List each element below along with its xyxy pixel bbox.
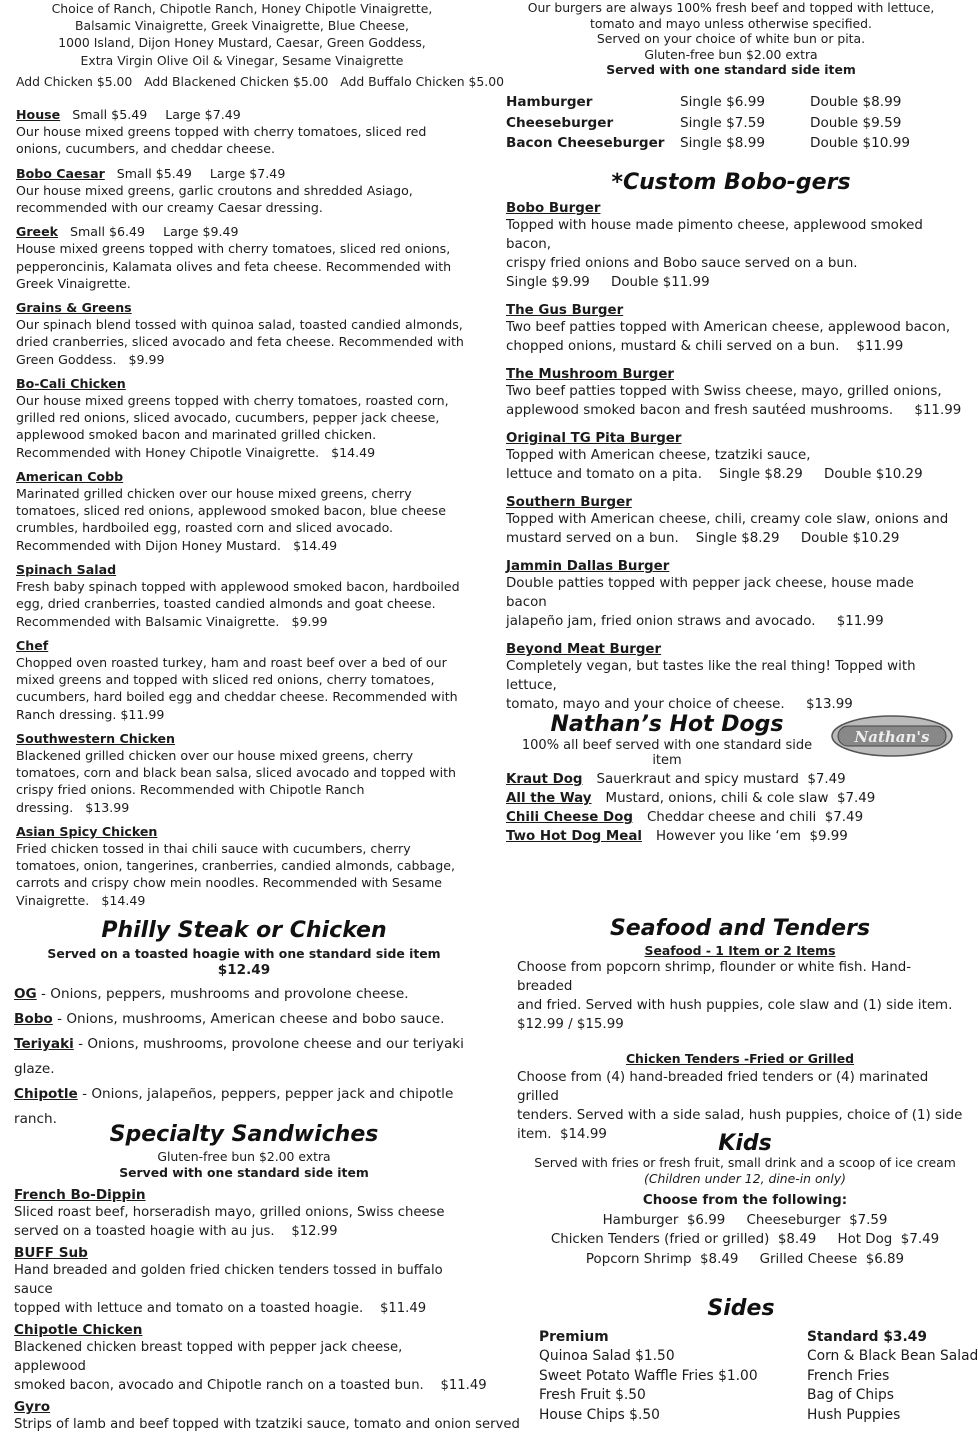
sandwich-name: Chipotle Chicken xyxy=(14,1322,143,1338)
salad-name: Grains & Greens xyxy=(16,300,132,316)
philly-price: $12.49 xyxy=(217,962,271,978)
sandwich-desc-line: topped with lettuce and tomato on a toasted hoagie. $11.49 xyxy=(14,1301,427,1316)
salad-item xyxy=(16,223,468,292)
seafood-section xyxy=(517,916,963,1144)
sandwich-name: Gyro xyxy=(14,1399,51,1415)
kids-line: Chicken Tenders (fried or grilled) $8.49 Hot Dog $7.49 xyxy=(550,1232,940,1248)
salad-large-price: Large $7.49 xyxy=(209,165,286,181)
premium-side: Sweet Potato Waffle Fries $1.00 xyxy=(539,1367,758,1384)
burger-desc-line: lettuce and tomato on a pita. Single $8.29 Double $10.29 xyxy=(506,467,923,483)
philly-desc: - Onions, mushrooms, American cheese and bobo sauce. xyxy=(52,1011,445,1027)
burgers-section xyxy=(506,0,962,721)
burger-name: The Mushroom Burger xyxy=(506,367,675,383)
premium-sides xyxy=(539,1328,799,1425)
salad-name: House xyxy=(16,107,61,123)
kids-section xyxy=(517,1131,973,1269)
hotdog-desc: However you like ‘em $9.99 xyxy=(655,829,848,844)
table-row xyxy=(506,112,926,133)
burger-desc-line: Topped with American cheese, tzatziki sauce, xyxy=(506,448,811,464)
sandwich-item xyxy=(14,1245,474,1318)
salad-small-price: Small $5.49 xyxy=(116,165,192,181)
burger-name: Cheeseburger xyxy=(506,114,614,131)
custom-burger-item xyxy=(506,367,962,420)
dressing-line: 1000 Island, Dijon Honey Mustard, Caesar, Green Goddess, xyxy=(58,35,426,51)
single-price: Single $6.99 xyxy=(680,94,766,111)
tenders-desc-line: item. $14.99 xyxy=(517,1127,607,1142)
sandwich-desc-line: smoked bacon, avocado and Chipotle ranch on a toasted bun. $11.49 xyxy=(14,1378,487,1393)
kids-line: Popcorn Shrimp $8.49 Grilled Cheese $6.89 xyxy=(585,1251,905,1267)
sandwich-desc-line: Sliced roast beef, horseradish mayo, grilled onions, Swiss cheese xyxy=(14,1205,445,1220)
tenders-desc-line: tenders. Served with a side salad, hush puppies, choice of (1) side xyxy=(517,1108,963,1123)
tenders-label: Chicken Tenders -Fried or Grilled xyxy=(625,1051,855,1066)
salad-item xyxy=(16,375,468,461)
nathans-logo xyxy=(830,710,954,762)
custom-burger-item xyxy=(506,559,956,631)
hotdog-desc: Sauerkraut and spicy mustard $7.49 xyxy=(596,772,846,787)
double-price: Double $8.99 xyxy=(810,94,902,111)
philly-list xyxy=(14,982,474,1132)
burger-intro-line: Our burgers are always 100% fresh beef and topped with lettuce, xyxy=(527,0,935,15)
kids-subtitle: Served with fries or fresh fruit, small drink and a scoop of ice cream xyxy=(534,1155,956,1171)
salad-item xyxy=(16,106,468,158)
salad-price: $11.99 xyxy=(120,706,165,722)
kids-title: Kids xyxy=(718,1131,772,1156)
salad-description: Marinated grilled chicken over our house mixed greens, cherry tomatoes, sliced red onions, applewood smoked bacon, blue cheese crumbles, hardboiled egg, roasted corn and sliced avocado. Recommended with Dijon Honey Mustard. xyxy=(16,486,446,553)
hotdog-list xyxy=(506,770,956,846)
dressing-line: Choice of Ranch, Chipotle Ranch, Honey Chipotle Vinaigrette, xyxy=(51,1,433,16)
burger-name: Beyond Meat Burger xyxy=(506,642,662,658)
salad-name: Chef xyxy=(16,637,49,653)
nathans-logo-text: Nathan's xyxy=(854,728,930,746)
burger-desc-line: applewood smoked bacon and fresh sautéed mushrooms. $11.99 xyxy=(506,403,962,419)
sandwich-item xyxy=(14,1322,487,1395)
specialty-title: Specialty Sandwiches xyxy=(109,1122,379,1147)
kids-line: Hamburger $6.99 Cheeseburger $7.59 xyxy=(602,1212,888,1228)
sandwich-desc-line: served on a toasted hoagie with au jus. $12.99 xyxy=(14,1224,338,1239)
salad-item xyxy=(16,561,468,630)
hotdogs-section xyxy=(506,712,836,768)
salad-large-price: Large $9.49 xyxy=(163,224,239,240)
seafood-label: Seafood - 1 Item or 2 Items xyxy=(644,943,836,958)
burger-desc-line: Single $9.99 Double $11.99 xyxy=(506,275,710,291)
philly-subtitle: Served on a toasted hoagie with one standard side item xyxy=(47,946,441,961)
salad-small-price: Small $6.49 xyxy=(70,224,146,240)
seafood-desc-line: and fried. Served with hush puppies, cole slaw and (1) side item. xyxy=(517,998,953,1013)
custom-burgers-title: *Custom Bobo-gers xyxy=(611,170,851,196)
salad-description: Our house mixed greens topped with cherry tomatoes, sliced red onions, cucumbers, and cheddar cheese. xyxy=(16,124,427,157)
salad-description: Fried chicken tossed in thai chili sauce with cucumbers, cherry tomatoes, onion, tangerines, cranberries, candied almonds, cabbage, carrots and crispy chow mein noodles. Recommended with Sesame Vinaigrette. xyxy=(16,840,455,908)
sandwich-item xyxy=(14,1399,520,1434)
burger-name: The Gus Burger xyxy=(506,303,624,319)
burger-desc-line: Two beef patties topped with Swiss cheese, mayo, grilled onions, xyxy=(506,384,942,400)
premium-label: Premium xyxy=(539,1329,609,1345)
salad-name: Southwestern Chicken xyxy=(16,730,176,746)
burger-desc-line: Double patties topped with pepper jack cheese, house made bacon xyxy=(506,576,914,611)
burger-intro xyxy=(506,0,956,78)
seafood-desc-line: $12.99 / $15.99 xyxy=(517,1017,624,1032)
philly-desc: - Onions, mushrooms, provolone cheese and our teriyaki glaze. xyxy=(14,1036,464,1077)
standard-label: Standard $3.49 xyxy=(807,1329,927,1345)
single-price: Single $7.59 xyxy=(680,114,766,131)
premium-side: Fresh Fruit $.50 xyxy=(539,1387,646,1404)
double-price: Double $9.59 xyxy=(810,114,902,131)
specialty-gf-note: Gluten-free bun $2.00 extra xyxy=(157,1149,331,1164)
salad-price: $9.99 xyxy=(291,613,328,629)
salad-description: Blackened grilled chicken over our house mixed greens, cherry tomatoes, corn and black bean salsa, sliced avocado and topped with crispy fried onions. Recommended with Chipotle Ranch dressing. xyxy=(16,747,457,815)
salad-name: Greek xyxy=(16,224,59,240)
burger-desc-line: Two beef patties topped with American cheese, applewood bacon, xyxy=(506,320,951,336)
burger-desc-line: Topped with American cheese, chili, creamy cole slaw, onions and xyxy=(506,512,949,528)
dressing-options xyxy=(16,0,504,90)
philly-name: OG xyxy=(14,986,37,1002)
hotdog-desc: Cheddar cheese and chili $7.49 xyxy=(646,810,864,825)
philly-desc: - Onions, peppers, mushrooms and provolone cheese. xyxy=(36,986,409,1002)
salads-section xyxy=(16,0,504,916)
burger-desc-line: mustard served on a bun. Single $8.29 Double $10.29 xyxy=(506,531,900,547)
sandwich-desc-line: Blackened chicken breast topped with pepper jack cheese, applewood xyxy=(14,1340,403,1374)
salad-price: $14.49 xyxy=(101,892,146,908)
salad-small-price: Small $5.49 xyxy=(72,107,148,123)
hotdog-name: Chili Cheese Dog xyxy=(506,810,633,825)
burger-desc-line: chopped onions, mustard & chili served on a bun. $11.99 xyxy=(506,339,904,355)
burger-name: Jammin Dallas Burger xyxy=(506,559,670,575)
burger-desc-line: Topped with house made pimento cheese, applewood smoked bacon, xyxy=(506,218,923,253)
hotdog-item xyxy=(506,808,956,827)
salad-name: Bobo Caesar xyxy=(16,165,105,181)
hotdog-desc: Mustard, onions, chili & cole slaw $7.49 xyxy=(605,791,876,806)
burger-desc-line: tomato, mayo and your choice of cheese. $13.99 xyxy=(506,697,853,713)
salad-description: Chopped oven roasted turkey, ham and roast beef over a bed of our mixed greens and topped with sliced red onions, cherry tomatoes, cucumbers, hard boiled egg and cheddar cheese. Recommended with Ranch dressing. xyxy=(16,654,458,722)
standard-sides xyxy=(807,1328,978,1425)
kids-choose: Choose from the following: xyxy=(642,1193,848,1209)
standard-side: Bag of Chips xyxy=(807,1387,894,1404)
burger-name: Bacon Cheeseburger xyxy=(506,135,665,152)
sandwich-name: BUFF Sub xyxy=(14,1245,88,1261)
salad-description: Our house mixed greens, garlic croutons and shredded Asiago, recommended with our creamy Caesar dressing. xyxy=(16,182,413,216)
hotdog-item xyxy=(506,789,956,808)
philly-name: Bobo xyxy=(14,1011,53,1027)
burger-desc-line: Completely vegan, but tastes like the real thing! Topped with lettuce, xyxy=(506,659,916,694)
burger-intro-line: Gluten-free bun $2.00 extra xyxy=(644,46,818,62)
seafood-desc-line: Choose from popcorn shrimp, flounder or white fish. Hand-breaded xyxy=(517,960,912,994)
salad-item xyxy=(16,468,468,554)
salad-description: Our spinach blend tossed with quinoa salad, toasted candied almonds, dried cranberries, sliced avocado and feta cheese. Recommended with Green Goddess. xyxy=(16,317,464,367)
salad-item xyxy=(16,299,468,368)
salad-name: Bo-Cali Chicken xyxy=(16,375,126,391)
burger-name: Southern Burger xyxy=(506,495,632,511)
salad-price: $14.49 xyxy=(331,444,376,460)
philly-item xyxy=(14,1032,474,1082)
custom-burger-item xyxy=(506,303,956,356)
salad-item xyxy=(16,730,468,816)
philly-section xyxy=(14,918,474,1132)
dressing-line: Balsamic Vinaigrette, Greek Vinaigrette, Blue Cheese, xyxy=(75,18,409,34)
tenders-desc-line: Choose from (4) hand-breaded fried tenders or (4) marinated grilled xyxy=(517,1070,929,1104)
seafood-title: Seafood and Tenders xyxy=(609,916,871,941)
sandwich-desc-line: Hand breaded and golden fried chicken tenders tossed in buffalo sauce xyxy=(14,1263,443,1297)
salad-item xyxy=(16,823,468,909)
burger-name: Original TG Pita Burger xyxy=(506,431,682,447)
standard-side: Corn & Black Bean Salad xyxy=(807,1348,978,1365)
custom-burger-item xyxy=(506,431,956,484)
double-price: Double $10.99 xyxy=(810,135,911,152)
philly-item xyxy=(14,1007,474,1032)
burger-desc-line: jalapeño jam, fried onion straws and avocado. $11.99 xyxy=(506,614,884,630)
sides-title: Sides xyxy=(707,1296,775,1321)
salad-name: Asian Spicy Chicken xyxy=(16,823,158,839)
burger-intro-line: Served on your choice of white bun or pita. xyxy=(596,31,866,47)
salad-name: Spinach Salad xyxy=(16,561,117,577)
salad-add-ons: Add Chicken $5.00 Add Blackened Chicken $5.00 Add Buffalo Chicken $5.00 xyxy=(16,73,504,89)
philly-desc: - Onions, jalapeños, peppers, pepper jack and chipotle ranch. xyxy=(14,1086,454,1127)
premium-side: House Chips $.50 xyxy=(539,1406,660,1423)
single-price: Single $8.99 xyxy=(680,135,766,152)
kids-age-note: (Children under 12, dine-in only) xyxy=(643,1171,846,1187)
salad-description: Our house mixed greens topped with cherry tomatoes, roasted corn, grilled red onions, sliced avocado, cucumbers, pepper jack cheese, applewood smoked bacon and marinated grilled chicken. Recommended with Honey Chipotle Vinaigrette. xyxy=(16,393,449,460)
salad-name: American Cobb xyxy=(16,468,124,484)
standard-side: Hush Puppies xyxy=(807,1406,901,1423)
custom-burger-item xyxy=(506,201,956,292)
hotdog-name: Two Hot Dog Meal xyxy=(506,829,642,844)
burger-side-note: Served with one standard side item xyxy=(606,62,856,78)
philly-item xyxy=(14,982,474,1007)
salad-description: House mixed greens topped with cherry tomatoes, sliced red onions, pepperoncinis, Kalamata olives and feta cheese. Recommended with Greek Vinaigrette. xyxy=(16,241,452,291)
dressing-line: Extra Virgin Olive Oil & Vinegar, Sesame Vinaigrette xyxy=(80,52,404,68)
specialty-side-note: Served with one standard side item xyxy=(119,1165,369,1180)
custom-burger-item xyxy=(506,495,956,548)
sandwich-desc-line: Strips of lamb and beef topped with tzatziki sauce, tomato and onion served xyxy=(14,1417,520,1432)
salad-description: Fresh baby spinach topped with applewood smoked bacon, hardboiled egg, dried cranberries, toasted candied almonds and goat cheese. Recommended with Balsamic Vinaigrette. xyxy=(16,579,460,629)
sides-section xyxy=(517,1296,965,1321)
philly-name: Teriyaki xyxy=(14,1036,74,1052)
hotdog-item xyxy=(506,827,956,846)
burger-desc-line: crispy fried onions and Bobo sauce served on a bun. xyxy=(506,256,858,272)
hotdog-item xyxy=(506,770,956,789)
hotdogs-subtitle: 100% all beef served with one standard side item xyxy=(521,738,813,768)
burger-name: Hamburger xyxy=(506,94,593,111)
custom-burger-item xyxy=(506,642,956,714)
specialty-section xyxy=(14,1122,520,1441)
hotdog-name: Kraut Dog xyxy=(506,772,583,787)
salad-price: $14.49 xyxy=(293,537,338,553)
philly-name: Chipotle xyxy=(14,1086,78,1102)
table-row xyxy=(506,133,926,154)
salad-price: $13.99 xyxy=(85,799,130,815)
burger-intro-line: tomato and mayo unless otherwise specified. xyxy=(590,15,872,31)
salad-large-price: Large $7.49 xyxy=(165,107,241,123)
philly-title: Philly Steak or Chicken xyxy=(101,918,387,943)
custom-burgers-list xyxy=(506,201,962,714)
salad-item xyxy=(16,637,468,723)
burger-name: Bobo Burger xyxy=(506,201,601,217)
hotdogs-title: Nathan’s Hot Dogs xyxy=(550,712,784,737)
salad-item xyxy=(16,165,468,217)
sandwich-name: French Bo-Dippin xyxy=(14,1187,146,1203)
sandwich-item xyxy=(14,1187,474,1241)
standard-side: French Fries xyxy=(807,1367,890,1384)
hotdog-name: All the Way xyxy=(506,791,592,806)
table-row xyxy=(506,92,926,113)
salad-price: $9.99 xyxy=(128,351,165,367)
burger-price-table xyxy=(506,92,926,154)
premium-side: Quinoa Salad $1.50 xyxy=(539,1348,675,1365)
